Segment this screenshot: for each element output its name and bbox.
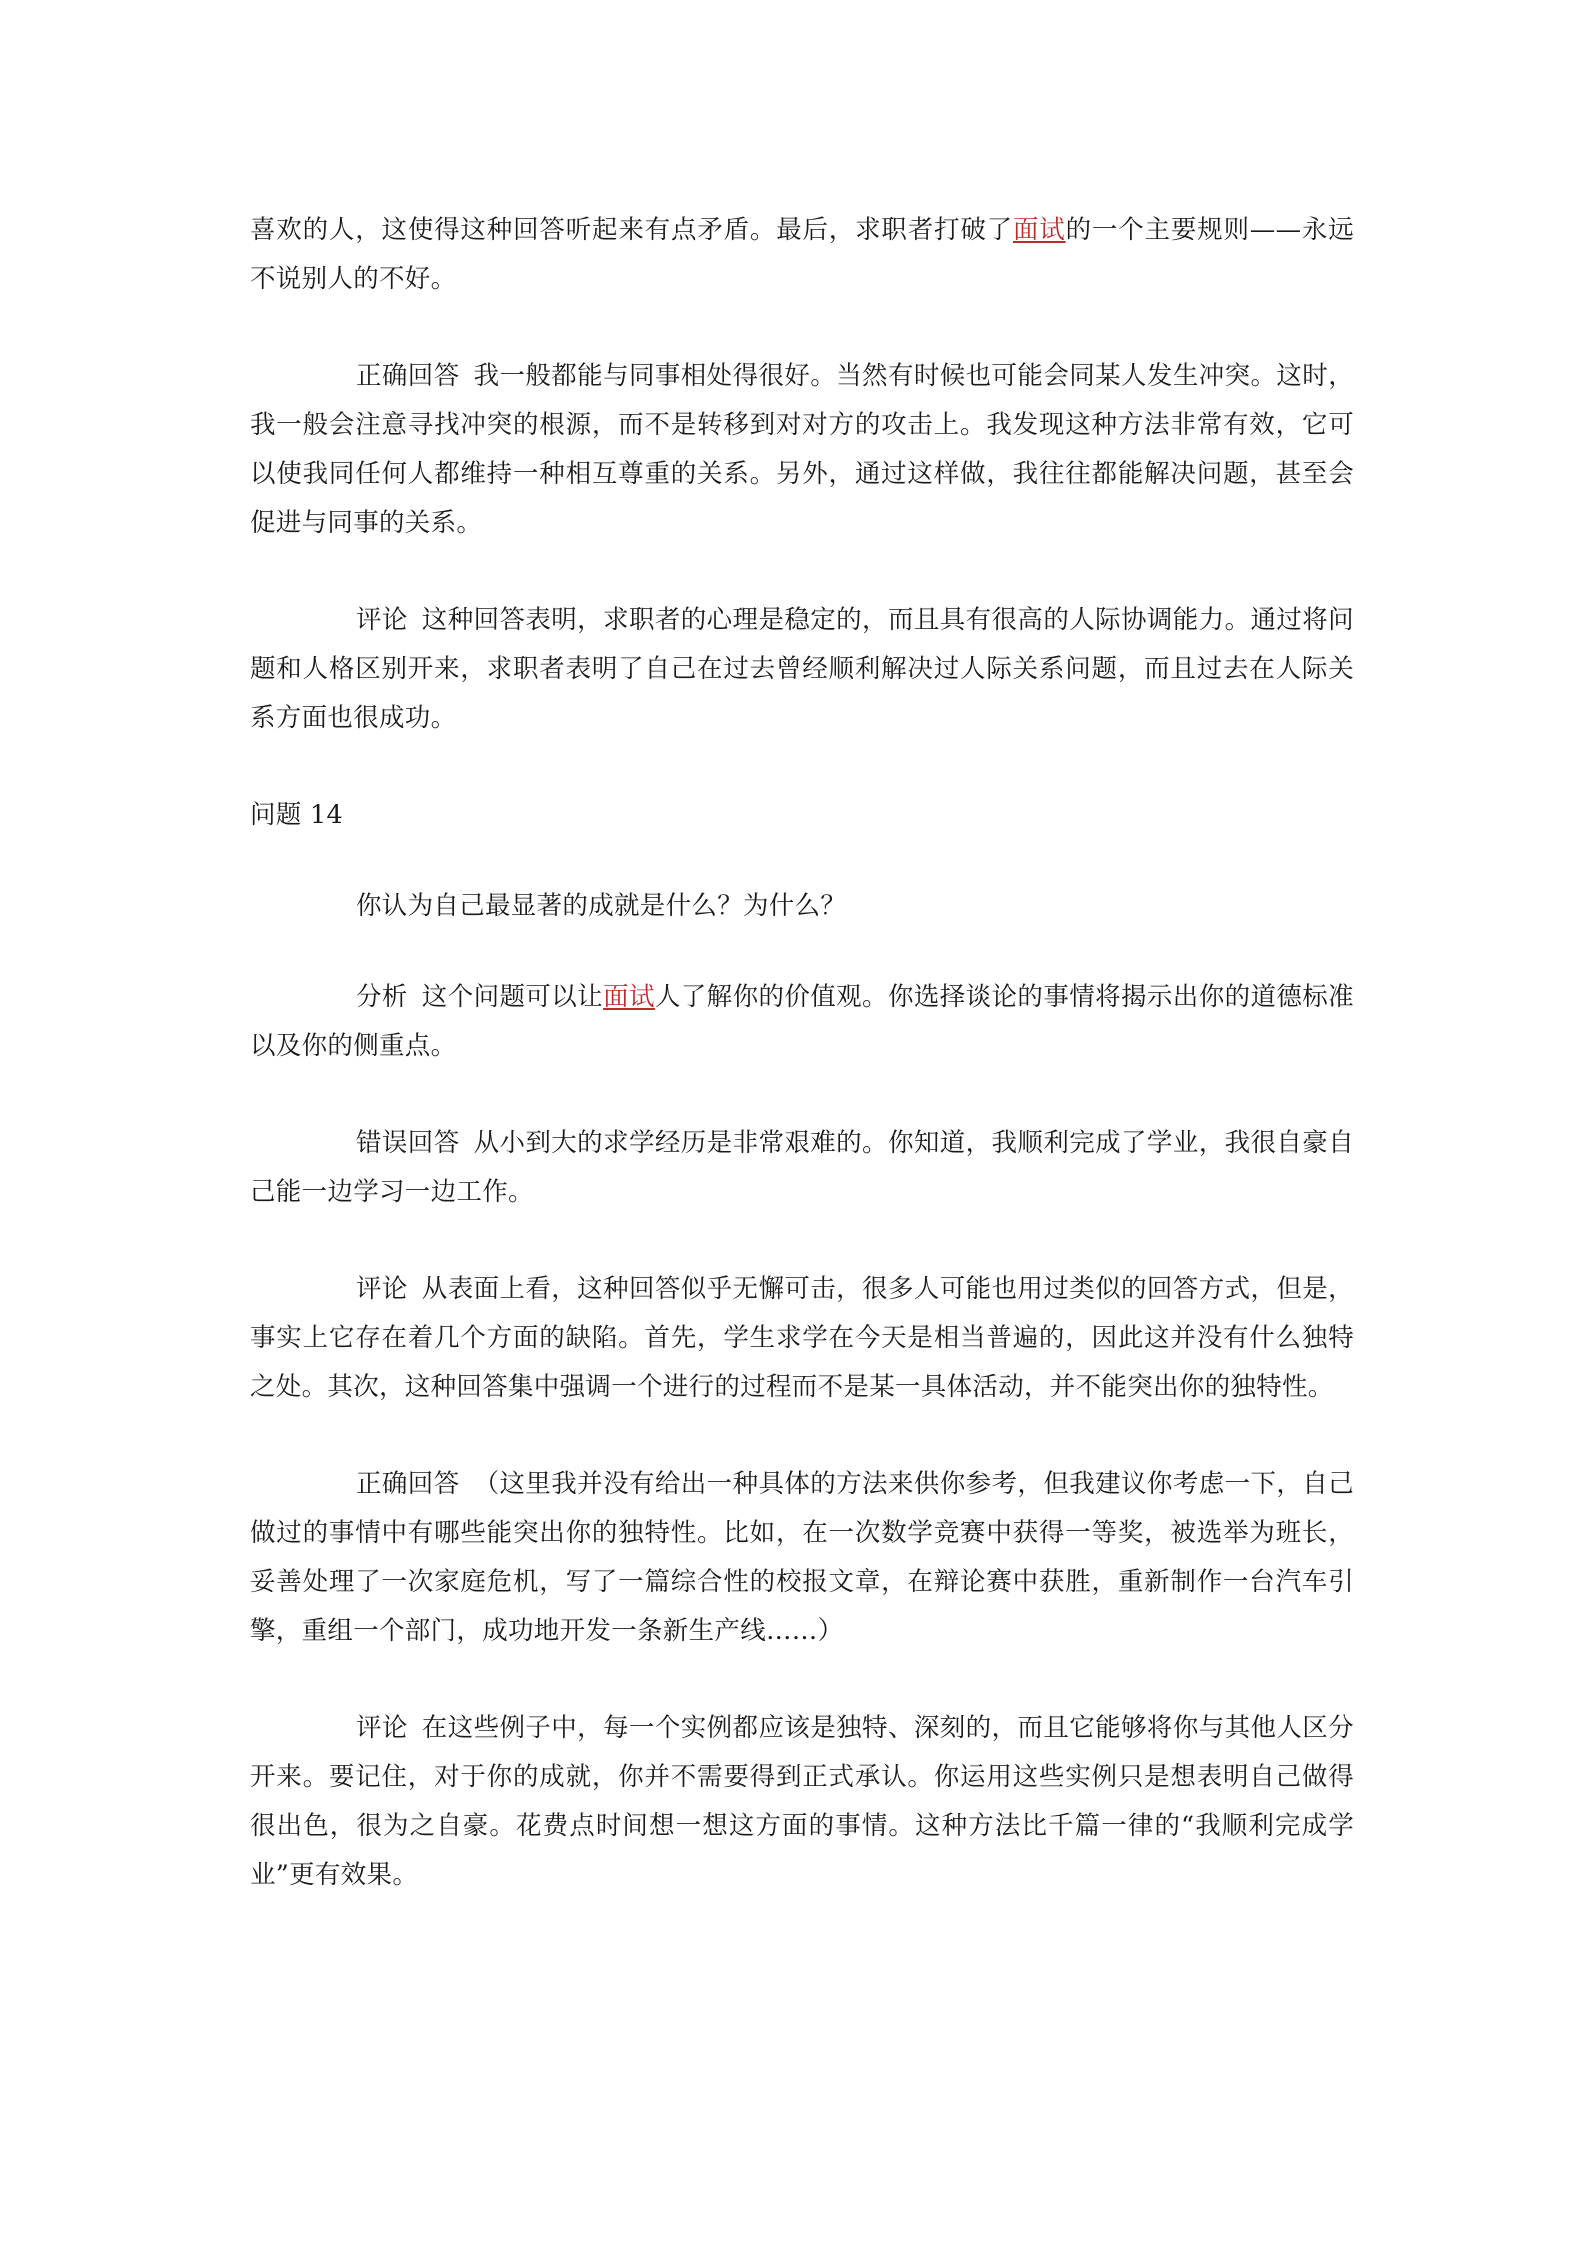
paragraph-text: 这个问题可以让: [421, 982, 604, 1012]
paragraph-label: 分析: [356, 982, 408, 1012]
question-heading: 问题 14: [250, 800, 344, 830]
paragraph-continuation: [250, 206, 1354, 304]
document-page: [250, 206, 1354, 1900]
paragraph-comment: [250, 1704, 1354, 1900]
paragraph-comment: [250, 1265, 1354, 1412]
paragraph-comment: [250, 596, 1354, 743]
paragraph-text: 在这些例子中，每一个实例都应该是独特、深刻的，而且它能够将你与其他人区分开来。要记住，对于你的成就，你并不需要得到正式承认。你运用这些实例只是想表明自己做得很出色，很为之自豪。花费点时间想一想这方面的事情。这种方法比千篇一律的“我顺利完成学业”更有效果。: [250, 1713, 1354, 1890]
paragraph-text: （这里我并没有给出一种具体的方法来供你参考，但我建议你考虑一下，自己做过的事情中有哪些能突出你的独特性。比如，在一次数学竞赛中获得一等奖，被选举为班长，妥善处理了一次家庭危机，写了一篇综合性的校报文章，在辩论赛中获胜，重新制作一台汽车引擎，重组一个部门，成功地开发一条新生产线……）: [250, 1469, 1355, 1646]
paragraph-text: 人了解你的价值观。你选择谈论的事情将揭示出你的道德标准以及你的侧重点。: [250, 982, 1354, 1061]
paragraph-correct-answer: [250, 1460, 1354, 1656]
paragraph-label: 评论: [356, 605, 408, 635]
paragraph-analysis: [250, 973, 1354, 1071]
paragraph-text: 喜欢的人，这使得这种回答听起来有点矛盾。最后，求职者打破了: [250, 215, 1013, 245]
paragraph-text: 从表面上看，这种回答似乎无懈可击，很多人可能也用过类似的回答方式，但是，事实上它存在着几个方面的缺陷。首先，学生求学在今天是相当普遍的，因此这并没有什么独特之处。其次，这种回答集中强调一个进行的过程而不是某一具体活动，并不能突出你的独特性。: [250, 1274, 1354, 1402]
paragraph-text: 从小到大的求学经历是非常艰难的。你知道，我顺利完成了学业，我很自豪自己能一边学习一边工作。: [250, 1128, 1355, 1207]
paragraph-wrong-answer: [250, 1119, 1354, 1217]
paragraph-label: 错误回答: [356, 1128, 460, 1158]
paragraph-label: 评论: [356, 1274, 408, 1304]
paragraph-text: 我一般都能与同事相处得很好。当然有时候也可能会同某人发生冲突。这时，我一般会注意寻找冲突的根源，而不是转移到对对方的攻击上。我发现这种方法非常有效，它可以使我同任何人都维持一种相互尊重的关系。另外，通过这样做，我往往都能解决问题，甚至会促进与同事的关系。: [250, 361, 1355, 538]
paragraph-text: 这种回答表明，求职者的心理是稳定的，而且具有很高的人际协调能力。通过将问题和人格区别开来，求职者表明了自己在过去曾经顺利解决过人际关系问题，而且过去在人际关系方面也很成功。: [250, 605, 1354, 733]
paragraph-label: 正确回答: [356, 1469, 460, 1499]
paragraph-text: 的一个主要规则——永远不说别人的不好。: [250, 215, 1354, 294]
paragraph-correct-answer: [250, 352, 1354, 548]
interview-link[interactable]: 面试: [1012, 215, 1066, 245]
interview-link[interactable]: 面试: [603, 982, 655, 1012]
paragraph-label: 正确回答: [356, 361, 460, 391]
question-text: 你认为自己最显著的成就是什么？为什么？: [356, 891, 847, 921]
paragraph-label: 评论: [356, 1713, 408, 1743]
